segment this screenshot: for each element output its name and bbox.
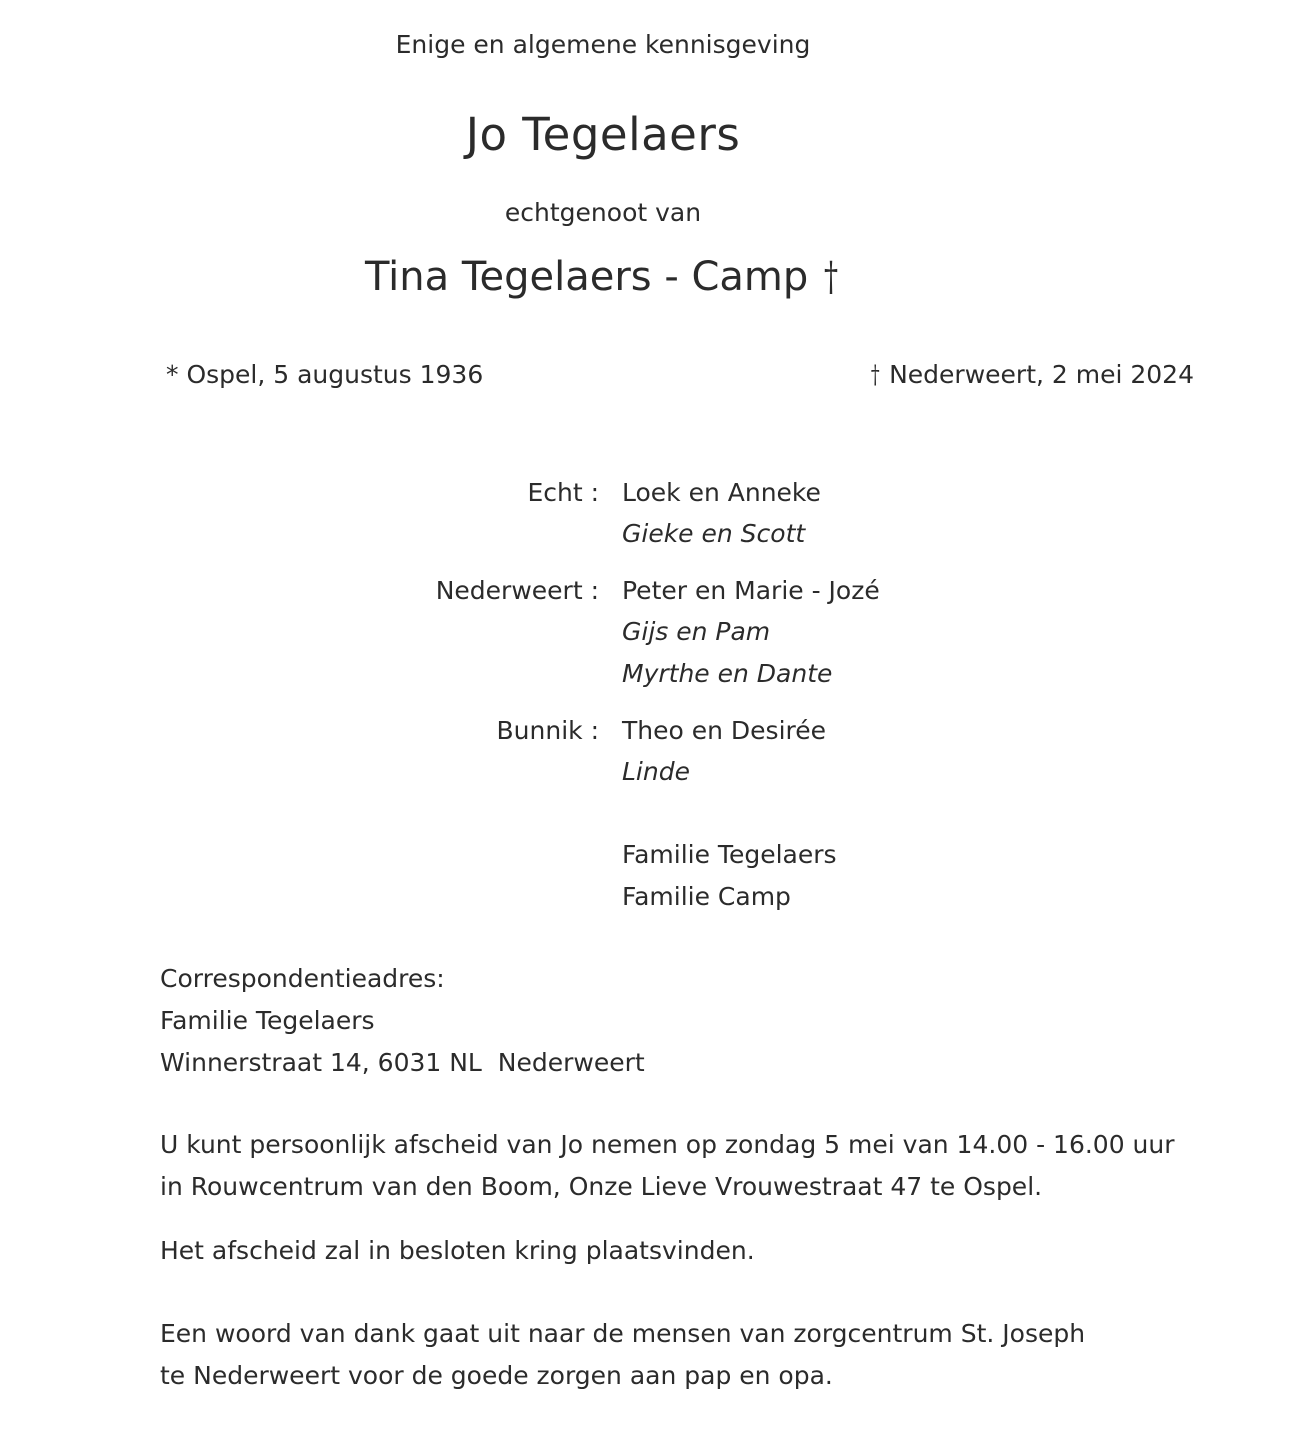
notice-heading: Enige en algemene kennisgeving: [395, 30, 811, 59]
farewell-text: in Rouwcentrum van den Boom, Onze Lieve Vrouwestraat 47 te Ospel.: [160, 1172, 1043, 1201]
thanks-text: Een woord van dank gaat uit naar de mensen van zorgcentrum St. Joseph: [160, 1319, 1086, 1348]
thanks-text: te Nederweert voor de goede zorgen aan pap en opa.: [160, 1361, 833, 1390]
correspondence-label: Correspondentieadres:: [160, 964, 445, 993]
family-member: Peter en Marie - Jozé: [622, 576, 880, 605]
family-member: Loek en Anneke: [622, 478, 821, 507]
extended-family: Familie Camp: [622, 882, 791, 911]
death-date-line: [869, 360, 1194, 389]
family-grandchild: Gijs en Pam: [622, 617, 771, 646]
correspondence-name: Familie Tegelaers: [160, 1006, 375, 1035]
spouse-line: [0, 254, 1206, 300]
family-member: Theo en Desirée: [622, 716, 827, 745]
death-date: Nederweert, 2 mei 2024: [889, 360, 1194, 389]
family-grandchild: Gieke en Scott: [622, 519, 806, 548]
farewell-text: U kunt persoonlijk afscheid van Jo nemen op zondag 5 mei van 14.00 - 16.00 uur: [160, 1130, 1175, 1159]
extended-family: Familie Tegelaers: [622, 840, 837, 869]
spouse-name: Tina Tegelaers - Camp: [364, 254, 809, 300]
spouse-label: echtgenoot van: [504, 198, 702, 227]
family-place-echt: Echt :: [527, 478, 599, 507]
cross-icon: †: [870, 360, 880, 389]
family-grandchild: Myrthe en Dante: [622, 659, 833, 688]
family-grandchild: Linde: [622, 757, 690, 786]
cross-icon: †: [824, 254, 839, 300]
deceased-name: Jo Tegelaers: [465, 108, 741, 161]
family-place-bunnik: Bunnik :: [496, 716, 599, 745]
correspondence-address: Winnerstraat 14, 6031 NL Nederweert: [160, 1048, 645, 1077]
birth-date: * Ospel, 5 augustus 1936: [166, 360, 484, 389]
farewell-note: Het afscheid zal in besloten kring plaatsvinden.: [160, 1236, 755, 1265]
family-place-nederweert: Nederweert :: [435, 576, 599, 605]
